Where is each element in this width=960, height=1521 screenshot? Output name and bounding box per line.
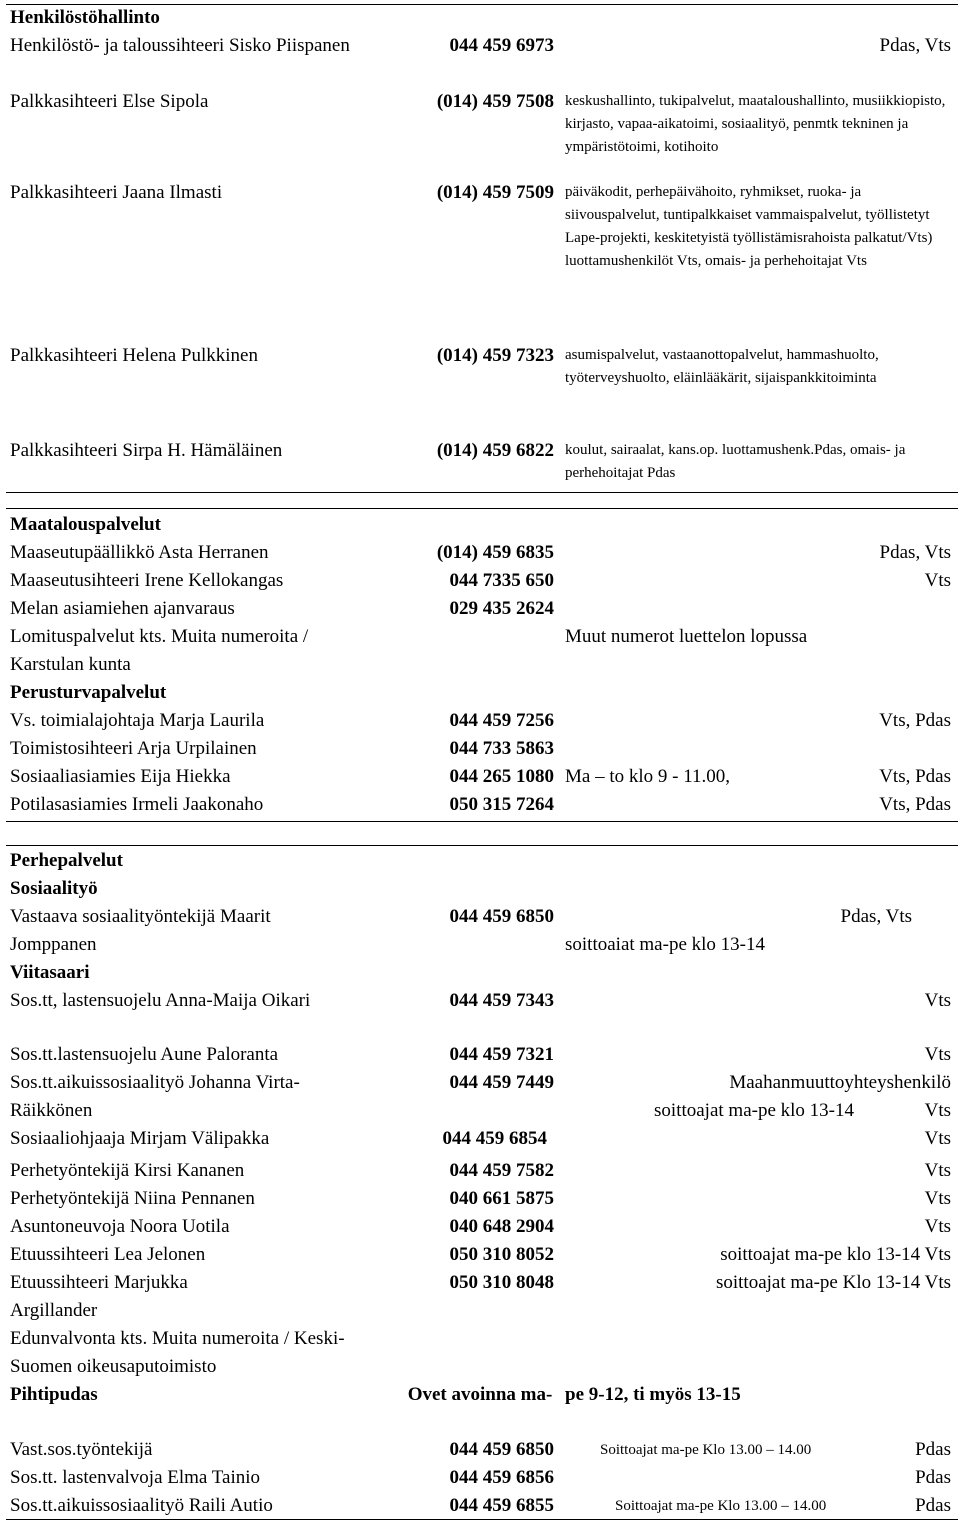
phone-number[interactable]: 029 435 2624: [449, 598, 554, 619]
opening-hours: pe 9-12, ti myös 13-15: [565, 1384, 741, 1405]
contact-name: Sosiaaliasiamies Eija Hiekka: [10, 766, 231, 787]
phone-number[interactable]: 044 459 6973: [449, 35, 554, 56]
location-note: Vts: [924, 990, 951, 1011]
phone-number[interactable]: (014) 459 7509: [436, 182, 554, 203]
duties-text: keskushallinto, tukipalvelut, maataloushallinto, musiikkiopisto, kirjasto, vapaa-aikatoimi, sosiaalityö, penmtk tekninen ja ympäristötoimi, kotihoito: [565, 93, 946, 155]
contact-name: Asuntoneuvoja Noora Uotila: [10, 1216, 230, 1237]
duties-text: asumispalvelut, vastaanottopalvelut, hammashuolto, työterveyshuolto, eläinlääkärit, sijaispankkitoiminta: [565, 347, 879, 386]
section-title: Viitasaari: [10, 962, 90, 983]
contact-name: Etuussihteeri Marjukka Argillander: [10, 1272, 188, 1321]
call-hours: Soittoajat ma-pe Klo 13.00 – 14.00: [615, 1498, 827, 1514]
phone-number[interactable]: 044 459 7343: [449, 990, 554, 1011]
contact-name: Palkkasihteeri Sirpa H. Hämäläinen: [10, 440, 283, 461]
phone-number[interactable]: 044 459 6856: [449, 1467, 554, 1488]
phone-number[interactable]: 040 648 2904: [449, 1216, 554, 1237]
contact-name: Maaseutupäällikkö Asta Herranen: [10, 542, 269, 563]
phone-number[interactable]: 050 310 8048: [449, 1272, 554, 1293]
section-title: Perusturvapalvelut: [10, 682, 167, 703]
call-hours: soittoaiat ma-pe klo 13-14: [565, 934, 765, 955]
phone-number[interactable]: 044 733 5863: [449, 738, 554, 759]
phone-number[interactable]: (014) 459 6822: [436, 440, 554, 461]
contact-name: Perhetyöntekijä Kirsi Kananen: [10, 1160, 245, 1181]
phone-number[interactable]: 050 310 8052: [449, 1244, 554, 1265]
office-hours: Ma – to klo 9 - 11.00,: [565, 766, 731, 787]
contact-name: Henkilöstö- ja taloussihteeri Sisko Piispanen: [10, 35, 350, 56]
phone-number[interactable]: 040 661 5875: [449, 1188, 554, 1209]
location-note: soittoajat ma-pe Klo 13-14 Vts: [715, 1272, 951, 1293]
call-hours: Soittoajat ma-pe Klo 13.00 – 14.00: [600, 1442, 812, 1458]
section-divider: [6, 508, 958, 509]
phone-number[interactable]: 044 265 1080: [449, 766, 554, 787]
location-note: Vts: [924, 1100, 951, 1121]
contact-name: Vast.sos.työntekijä: [10, 1439, 153, 1460]
location-note: Pdas, Vts: [879, 35, 951, 56]
location-note: Vts: [924, 570, 951, 591]
bottom-border: [6, 1519, 958, 1520]
contact-name: Lomituspalvelut kts. Muita numeroita / Karstulan kunta: [10, 626, 309, 675]
location-note: soittoajat ma-pe klo 13-14 Vts: [720, 1244, 951, 1265]
contact-name: Palkkasihteeri Helena Pulkkinen: [10, 345, 258, 366]
contact-name: Edunvalvonta kts. Muita numeroita / Keski-Suomen oikeusaputoimisto: [10, 1328, 345, 1377]
contact-name: Sos.tt.aikuissosiaalityö Johanna Virta-Räikkönen: [10, 1072, 300, 1121]
location-note: Pdas: [915, 1495, 951, 1516]
contact-name: Etuussihteeri Lea Jelonen: [10, 1244, 206, 1265]
contact-name: Sos.tt.lastensuojelu Aune Paloranta: [10, 1044, 279, 1065]
location-note: Vts: [924, 1044, 951, 1065]
section-title: Perhepalvelut: [10, 850, 123, 871]
opening-label: Ovet avoinna ma-: [407, 1384, 553, 1405]
phone-number[interactable]: 044 459 6850: [449, 906, 554, 927]
phone-number[interactable]: 044 459 7256: [449, 710, 554, 731]
contact-name: Perhetyöntekijä Niina Pennanen: [10, 1188, 255, 1209]
reference-note: Muut numerot luettelon lopussa: [565, 626, 808, 647]
contact-name: Palkkasihteeri Else Sipola: [10, 91, 209, 112]
phone-number[interactable]: 044 459 7321: [449, 1044, 554, 1065]
section-divider: [6, 845, 958, 846]
phone-number[interactable]: 044 459 6855: [449, 1495, 554, 1516]
phone-number[interactable]: 044 459 7582: [449, 1160, 554, 1181]
section-divider: [6, 492, 958, 493]
call-hours: soittoajat ma-pe klo 13-14: [654, 1100, 854, 1121]
section-title: Sosiaalityö: [10, 878, 98, 899]
location-note: Pdas, Vts: [879, 542, 951, 563]
contact-name: Sos.tt.aikuissosiaalityö Raili Autio: [10, 1495, 273, 1516]
contact-name: Vastaava sosiaalityöntekijä Maarit Jomppanen: [10, 906, 271, 955]
contact-name: Potilasasiamies Irmeli Jaakonaho: [10, 794, 264, 815]
section-title: Maatalouspalvelut: [10, 514, 161, 535]
location-note: Vts: [924, 1216, 951, 1237]
location-note: Pdas: [915, 1439, 951, 1460]
location-note: Pdas: [915, 1467, 951, 1488]
contact-name: Sos.tt, lastensuojelu Anna-Maija Oikari: [10, 990, 311, 1011]
contact-name: Maaseutusihteeri Irene Kellokangas: [10, 570, 284, 591]
location-note: Vts, Pdas: [879, 766, 951, 787]
section-title: Henkilöstöhallinto: [10, 7, 160, 28]
contact-name: Toimistosihteeri Arja Urpilainen: [10, 738, 257, 759]
duties-text: päiväkodit, perhepäivähoito, ryhmikset, ruoka- ja siivouspalvelut, tuntipalkkaiset vammaispalvelut, työllistetyt Lape-projekti, keskitetyistä työllistämisrahoista palkatut/Vts) luottamushenkilöt Vts, omais- ja perhehoitajat Vts: [565, 184, 933, 269]
phone-number[interactable]: 050 315 7264: [449, 794, 554, 815]
duties-text: koulut, sairaalat, kans.op. luottamushenk.Pdas, omais- ja perhehoitajat Pdas: [565, 442, 906, 481]
phone-number[interactable]: (014) 459 7323: [436, 345, 554, 366]
location-note: Vts, Pdas: [879, 710, 951, 731]
contact-name: Sosiaaliohjaaja Mirjam Välipakka: [10, 1128, 270, 1149]
location-note: Vts, Pdas: [879, 794, 951, 815]
role-note: Maahanmuuttoyhteyshenkilö: [729, 1072, 951, 1093]
contact-name: Palkkasihteeri Jaana Ilmasti: [10, 182, 223, 203]
location-note: Vts: [924, 1160, 951, 1181]
contact-name: Vs. toimialajohtaja Marja Laurila: [10, 710, 265, 731]
location-note: Vts: [924, 1128, 951, 1149]
phone-number[interactable]: 044 459 7449: [449, 1072, 554, 1093]
phone-number[interactable]: (014) 459 7508: [436, 91, 554, 112]
phone-number[interactable]: (014) 459 6835: [436, 542, 554, 563]
contact-name: Melan asiamiehen ajanvaraus: [10, 598, 235, 619]
section-divider: [6, 821, 958, 822]
section-title: Pihtipudas: [10, 1384, 98, 1405]
location-note: Pdas, Vts: [840, 906, 912, 927]
phone-number[interactable]: 044 459 6850: [449, 1439, 554, 1460]
contact-name: Sos.tt. lastenvalvoja Elma Tainio: [10, 1467, 261, 1488]
location-note: Vts: [924, 1188, 951, 1209]
phone-number[interactable]: 044 459 6854: [442, 1128, 547, 1149]
phone-number[interactable]: 044 7335 650: [449, 570, 554, 591]
